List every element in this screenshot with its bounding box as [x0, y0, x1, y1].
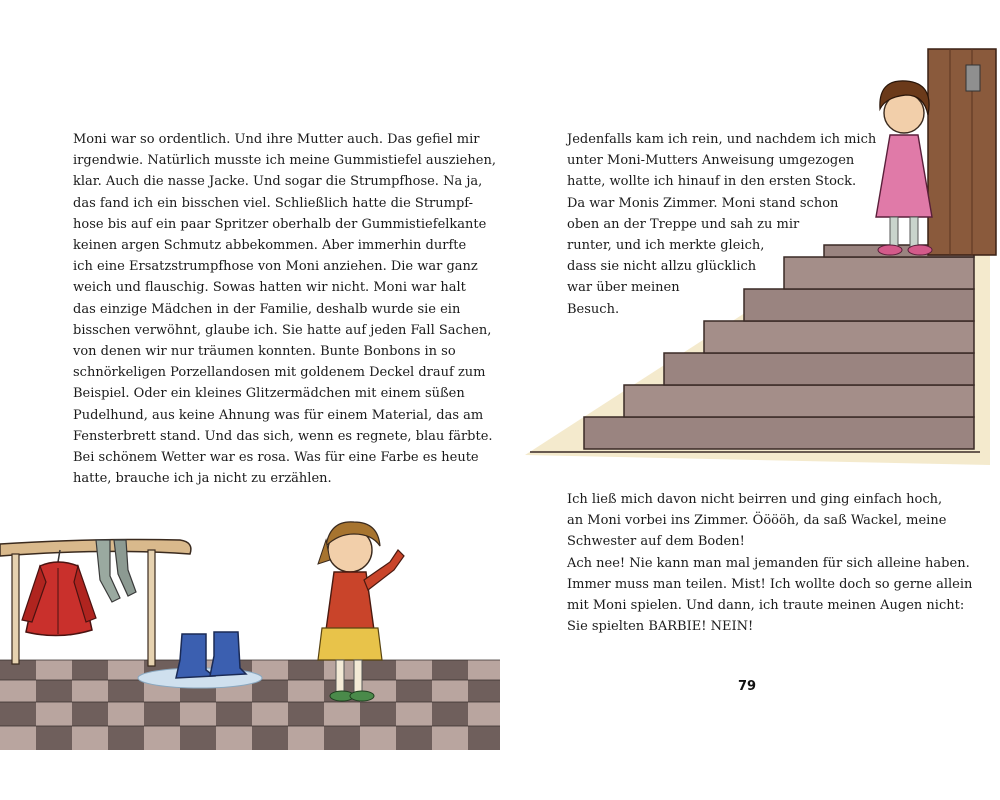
text-line: oben an der Treppe und sah zu mir [567, 216, 800, 232]
text-line: Fensterbrett stand. Und das sich, wenn es regnete, blau färbte. [73, 428, 493, 444]
text-line: dass sie nicht allzu glücklich [567, 259, 757, 275]
text-line: Schwester auf dem Boden! [567, 534, 745, 550]
blue-boots [176, 632, 246, 678]
red-coat [22, 550, 96, 636]
text-line: mit Moni spielen. Und dann, ich traute meinen Augen nicht: [567, 598, 965, 614]
text-line: das fand ich ein bisschen viel. Schließlich hatte die Strumpf- [73, 195, 474, 211]
text-line: Pudelhund, aus keine Ahnung was für einem Material, das am [73, 407, 484, 423]
left-page-text [73, 129, 496, 489]
text-line: klar. Auch die nasse Jacke. Und sogar die Strumpfhose. Na ja, [73, 174, 483, 190]
text-line: Beispiel. Oder ein kleines Glitzermädchen mit einem süßen [73, 386, 465, 402]
text-line: an Moni vorbei ins Zimmer. Ööööh, da saß Wackel, meine [567, 513, 947, 529]
text-line: hose bis auf ein paar Spritzer oberhalb der Gummistiefelkante [73, 216, 487, 232]
right-page [500, 0, 1000, 800]
text-line: Da war Monis Zimmer. Moni stand schon [567, 195, 839, 211]
text-line: schnörkeligen Porzellandosen mit goldenem Deckel drauf zum [73, 365, 486, 381]
moni-figure [876, 81, 932, 255]
text-line: runter, und ich merkte gleich, [567, 238, 765, 254]
text-line: Jedenfalls kam ich rein, und nachdem ich mich [567, 132, 877, 147]
text-line: hatte, wollte ich hinauf in den ersten Stock. [567, 174, 857, 190]
text-line: das einzige Mädchen in der Familie, deshalb wurde sie ein [73, 301, 461, 317]
page-number: 79 [738, 679, 757, 694]
text-line: Bei schönem Wetter war es rosa. Was für eine Farbe es heute [73, 450, 479, 466]
right-page-text-top [567, 129, 876, 320]
text-line: Sie spielten BARBIE! NEIN! [567, 619, 754, 635]
text-line: weich und flauschig. Sowas hatten wir nicht. Moni war halt [73, 280, 466, 296]
wooden-door [928, 49, 996, 255]
text-line: Immer muss man teilen. Mist! Ich wollte doch so gerne allein [567, 576, 973, 592]
text-line: war über meinen [567, 280, 680, 296]
text-line: Ach nee! Nie kann man mal jemanden für sich alleine haben. [567, 555, 970, 571]
text-line: bisschen verwöhnt, glaube ich. Sie hatte auf jeden Fall Sachen, [73, 322, 492, 338]
text-line: irgendwie. Natürlich musste ich meine Gummistiefel ausziehen, [73, 153, 496, 169]
text-line: keinen argen Schmutz abbekommen. Aber immerhin durfte [73, 238, 467, 254]
text-line: Besuch. [567, 301, 620, 317]
text-line: Ich ließ mich davon nicht beirren und ging einfach hoch, [567, 492, 943, 507]
text-line: unter Moni-Mutters Anweisung umgezogen [567, 153, 855, 169]
text-line: hatte, brauche ich ja nicht zu erzählen. [73, 471, 332, 487]
right-page-text-bottom [567, 489, 972, 637]
hallway-illustration [0, 510, 500, 750]
text-line: von denen wir nur träumen konnten. Bunte Bonbons in so [73, 344, 456, 360]
text-line: Moni war so ordentlich. Und ihre Mutter auch. Das gefiel mir [73, 132, 480, 147]
text-line: ich eine Ersatzstrumpfhose von Moni anziehen. Die war ganz [73, 259, 478, 275]
